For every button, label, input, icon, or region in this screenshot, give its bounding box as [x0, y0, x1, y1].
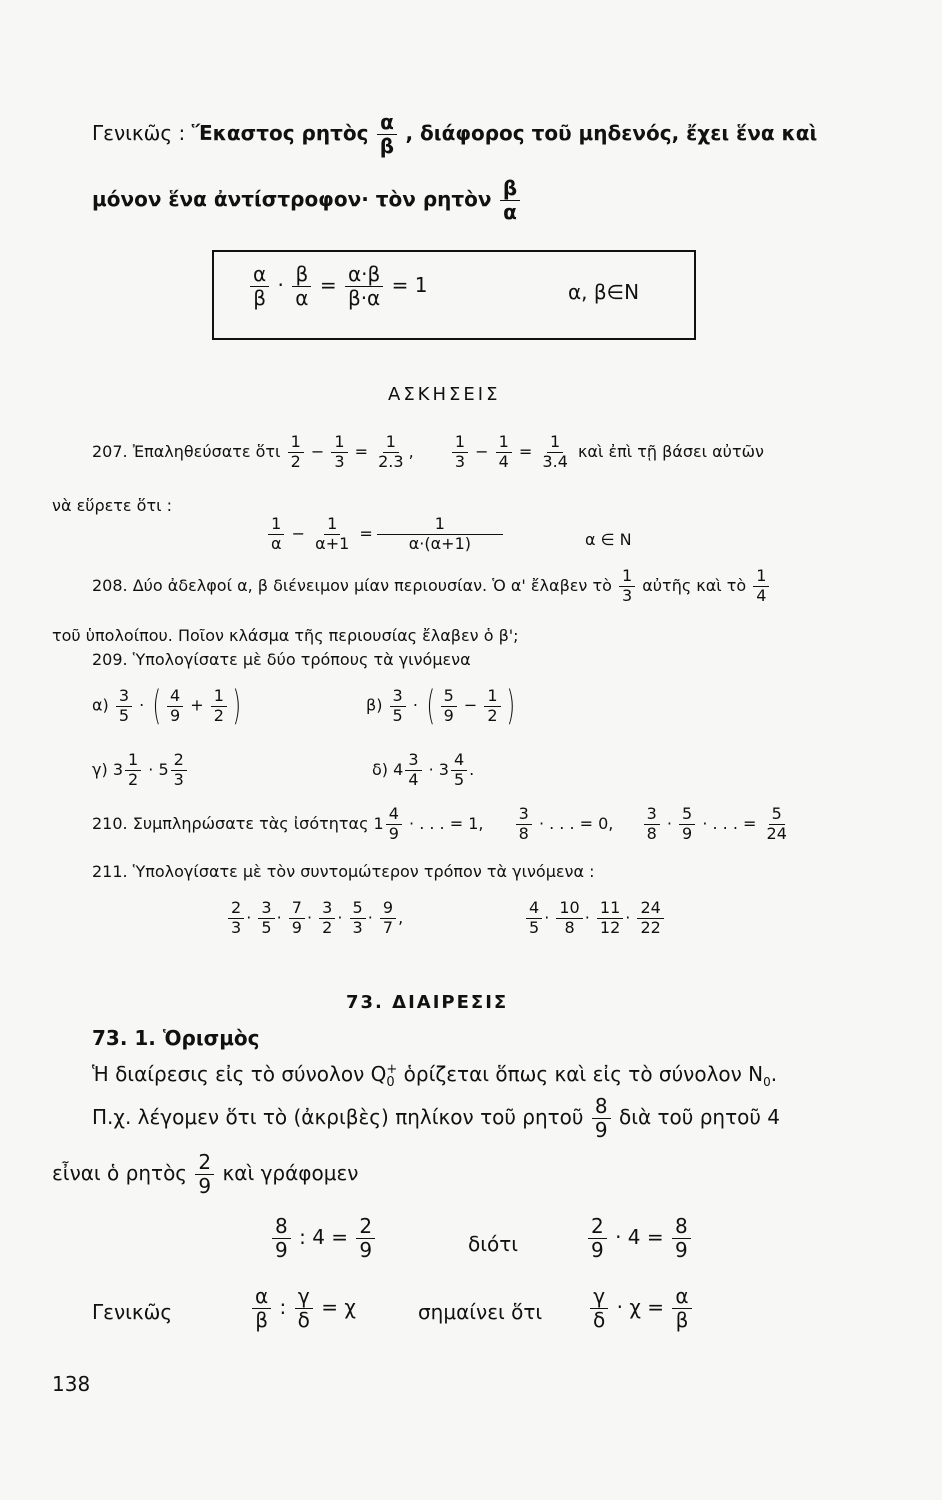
intro-bold-3: μόνον ἕνα ἀντίστροφον· τὸν ρητὸν	[92, 187, 492, 211]
definition-line-2	[92, 1096, 780, 1141]
intro-line-2	[92, 178, 522, 223]
fraction: $\frac{\alpha}{\beta}$	[377, 112, 397, 157]
item-label: β)	[366, 695, 383, 715]
fraction: $\frac{7}{9}$	[289, 900, 305, 937]
exercise-207-condition: α ∈ N	[585, 530, 632, 549]
exercise-208	[92, 568, 771, 605]
text: Π.χ. λέγομεν ὅτι τὸ (ἀκριβὲς) πηλίκον τοῦ ρητοῦ	[92, 1105, 584, 1129]
fraction: $\frac{3}{4}$	[405, 752, 421, 789]
fraction: $\frac{5}{24}$	[766, 804, 787, 843]
fraction: $\frac{\alpha}{\beta}$	[252, 1286, 271, 1331]
fraction: $\frac{3}{8}$	[644, 806, 660, 843]
fraction: $\frac{5}{9}$	[441, 688, 457, 725]
exercise-label: 207. Ἐπαληθεύσατε ὅτι	[92, 441, 281, 461]
fraction: $\frac{4}{9}$	[167, 688, 183, 725]
exercise-209-b: β) $\frac{3}{5}$ · ( $\frac{5}{9}$ − $\frac{1}{2}$ )	[366, 683, 515, 729]
text: Ἡ διαίρεσις εἰς τὸ σύνολον	[92, 1062, 365, 1086]
text: ὁρίζεται ὅπως καὶ εἰς τὸ σύνολον N	[403, 1062, 764, 1086]
text: καὶ γράφομεν	[222, 1161, 359, 1185]
fraction: $\frac{1}{2.3}$	[378, 432, 404, 471]
fraction: $\frac{2}{3}$	[171, 752, 187, 789]
boxed-condition: α, β∈N	[568, 280, 640, 304]
fraction: $\frac{1}{\alpha\cdot(\alpha+1)}$	[380, 516, 500, 553]
exercise-209-c: γ) 3 $\frac{1}{2}$ · 5 $\frac{2}{3}$	[92, 752, 189, 789]
general-division: $\frac{\alpha}{\beta}$ : $\frac{\gamma}{\delta}$ = χ	[250, 1286, 356, 1331]
fraction: $\frac{8}{9}$	[672, 1216, 691, 1261]
fraction: $\frac{\alpha}{\beta}$	[672, 1286, 691, 1331]
fraction: $\frac{1}{3}$	[452, 434, 468, 471]
fraction: $\frac{8}{9}$	[272, 1216, 291, 1261]
fraction: $\frac{2}{9}$	[588, 1216, 607, 1261]
boxed-formula-content	[248, 264, 427, 309]
exercise-211-product-2: $\frac{4}{5}$ · $\frac{10}{8}$ · $\frac{11}{12}$ · $\frac{24}{22}$	[524, 900, 666, 937]
fraction: $\frac{11}{12}$	[597, 900, 623, 937]
exercise-text: 208. Δύο ἀδελφοί α, β διένειμον μίαν περιουσίαν. Ὁ α' ἔλαβεν τὸ	[92, 575, 612, 595]
fraction: $\frac{1}{4}$	[496, 434, 512, 471]
fraction: $\frac{4}{9}$	[386, 806, 402, 843]
division-example: $\frac{8}{9}$ : 4 = $\frac{2}{9}$	[270, 1216, 377, 1261]
fraction: $\frac{1}{2}$	[125, 752, 141, 789]
fraction: $\frac{1}{3}$	[619, 568, 635, 605]
intro-lead: Γενικῶς :	[92, 121, 186, 145]
exercises-heading: ΑΣΚΗΣΕΙΣ	[388, 384, 501, 405]
exercise-207-line-2: νὰ εὕρετε ὅτι :	[52, 496, 172, 515]
fraction: $\frac{24}{22}$	[637, 900, 663, 937]
definition-line-1: Ἡ διαίρεσις εἰς τὸ σύνολον Q + 0 ὁρίζεται ὅπως καὶ εἰς τὸ σύνολον $N_0$.	[92, 1061, 778, 1090]
fraction: $\frac{\alpha\cdot\beta}{\beta\cdot\alpha}$	[345, 264, 383, 309]
exercise-211-product-1: $\frac{2}{3}$ · $\frac{3}{5}$ · $\frac{7}{9}$ · $\frac{3}{2}$ · $\frac{5}{3}$ · $\frac{9}{7}$ ,	[226, 900, 403, 937]
general-multiplication: $\frac{\gamma}{\delta}$ · χ = $\frac{\alpha}{\beta}$	[588, 1286, 694, 1331]
fraction: $\frac{4}{5}$	[526, 900, 542, 937]
exercise-207-identity: $\frac{1}{\alpha}$ − $\frac{1}{\alpha+1}$ = $\frac{1}{\alpha\cdot(\alpha+1)}$	[266, 516, 502, 553]
fraction: $\frac{5}{3}$	[350, 900, 366, 937]
exercise-208-line-2: τοῦ ὑπολοίπου. Ποῖον κλάσμα τῆς περιουσίας ἔλαβεν ὁ β';	[52, 626, 519, 645]
fraction: $\frac{3}{8}$	[516, 806, 532, 843]
verification-example: $\frac{2}{9}$ · 4 = $\frac{8}{9}$	[586, 1216, 693, 1261]
intro-line-1	[92, 112, 817, 157]
exercise-209: 209. Ὑπολογίσατε μὲ δύο τρόπους τὰ γινόμενα	[92, 650, 471, 669]
text: εἶναι ὁ ρητὸς	[52, 1161, 188, 1185]
fraction: $\frac{1}{3}$	[331, 434, 347, 471]
definition-line-3	[52, 1152, 358, 1197]
fraction: $\frac{\alpha}{\beta}$	[250, 264, 269, 309]
operator: =	[319, 273, 337, 297]
fraction: $\frac{3}{5}$	[258, 900, 274, 937]
fraction: $\frac{\gamma}{\delta}$	[295, 1286, 313, 1331]
section-subtitle: 73. 1. Ὁρισμὸς	[92, 1026, 260, 1050]
fraction: $\frac{3}{5}$	[390, 688, 406, 725]
fraction: $\frac{5}{9}$	[679, 806, 695, 843]
exercise-211: 211. Ὑπολογίσατε μὲ τὸν συντομώτερον τρόπον τὰ γινόμενα :	[92, 862, 595, 881]
fraction: $\frac{1}{2}$	[288, 434, 304, 471]
because-label: διότι	[468, 1232, 519, 1256]
fraction: $\frac{1}{2}$	[484, 688, 500, 725]
fraction: $\frac{\beta}{\alpha}$	[292, 264, 311, 309]
exercise-text: αὐτῆς καὶ τὸ	[642, 575, 747, 595]
fraction: $\frac{3}{2}$	[319, 900, 335, 937]
operator: ·	[277, 273, 284, 297]
exercise-209-d: δ) 4 $\frac{3}{4}$ · 3 $\frac{4}{5}$ .	[372, 750, 475, 789]
section-title: 73. ΔΙΑΙΡΕΣΙΣ	[346, 992, 509, 1013]
fraction: $\frac{9}{7}$	[380, 900, 396, 937]
fraction: $\frac{1}{4}$	[753, 568, 769, 605]
fraction: $\frac{10}{8}$	[556, 900, 582, 937]
item-label: γ)	[92, 759, 108, 779]
exercise-210: 210. Συμπληρώσατε τὰς ἰσότητας 1 $\frac{4}{9}$ · . . . = 1, $\frac{3}{8}$ · . . . = 0, $\frac{3}{8}$ · $\frac{5}{9}$ · . . . = $\frac{5}{24}$	[92, 806, 792, 843]
fraction: $\frac{2}{9}$	[195, 1152, 214, 1197]
fraction: $\frac{1}{\alpha+1}$	[315, 514, 350, 553]
item-label: α)	[92, 695, 109, 715]
fraction: $\frac{8}{9}$	[592, 1096, 611, 1141]
means-label: σημαίνει ὅτι	[418, 1300, 543, 1324]
fraction: $\frac{1}{3.4}$	[542, 432, 568, 471]
fraction: $\frac{1}{\alpha}$	[268, 516, 285, 553]
exercise-label: 210. Συμπληρώσατε τὰς ἰσότητας	[92, 813, 369, 833]
intro-bold-1: Ἕκαστος ρητὸς	[191, 121, 369, 145]
operator: = 1	[391, 273, 428, 297]
fraction: $\frac{1}{2}$	[211, 688, 227, 725]
fraction: $\frac{\beta}{\alpha}$	[500, 178, 520, 223]
exercise-text: καὶ ἐπὶ τῇ βάσει αὐτῶν	[577, 441, 764, 461]
intro-bold-2: , διάφορος τοῦ μηδενός, ἔχει ἕνα καὶ	[405, 121, 818, 145]
fraction: $\frac{\gamma}{\delta}$	[590, 1286, 608, 1331]
page-number: 138	[52, 1372, 91, 1396]
exercise-207: 207. Ἐπαληθεύσατε ὅτι $\frac{1}{2}$ − $\frac{1}{3}$ = $\frac{1}{2.3}$ , $\frac{1}{3}$ − $\frac{1}{4}$ = $\frac{1}{3.4}$ καὶ ἐπὶ τῇ βάσει αὐτῶν	[92, 432, 764, 471]
set-symbol: Q + 0	[370, 1061, 398, 1090]
fraction: $\frac{4}{5}$	[451, 752, 467, 789]
fraction: $\frac{2}{9}$	[356, 1216, 375, 1261]
text: διὰ τοῦ ρητοῦ 4	[618, 1105, 781, 1129]
fraction: $\frac{3}{5}$	[116, 688, 132, 725]
exercise-209-a: α) $\frac{3}{5}$ · ( $\frac{4}{9}$ + $\frac{1}{2}$ )	[92, 683, 242, 729]
item-label: δ)	[372, 759, 389, 779]
general-label: Γενικῶς	[92, 1300, 173, 1324]
fraction: $\frac{2}{3}$	[228, 900, 244, 937]
